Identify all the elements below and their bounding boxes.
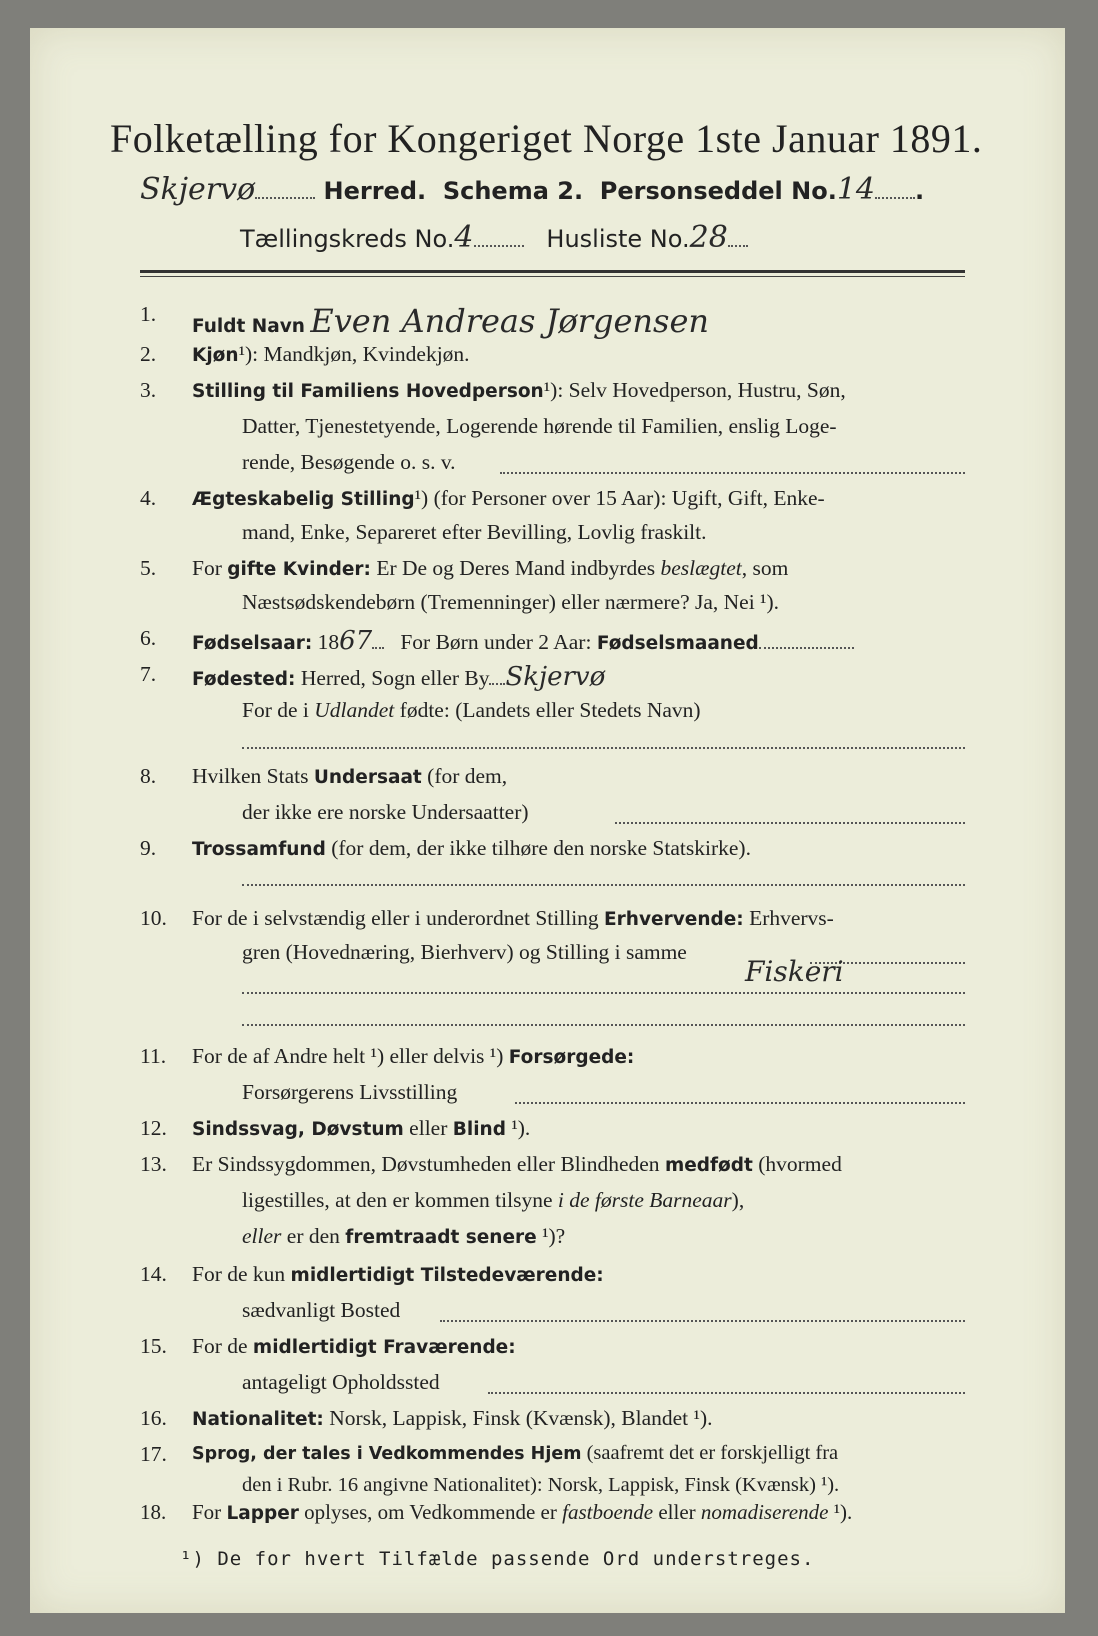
item-number: 1. <box>140 302 157 326</box>
item-number: 10. <box>140 906 167 930</box>
item-number: 11. <box>140 1044 167 1068</box>
item-number: 17. <box>140 1442 167 1466</box>
item-body <box>192 836 751 861</box>
footnote: ¹) De for hvert Tilfælde passende Ord understreges. <box>180 1548 815 1570</box>
dotted-fill <box>759 645 854 649</box>
item-label: Sprog, der tales i Vedkommendes Hjem <box>192 1444 582 1464</box>
item-text: rende, Besøgende o. s. v. <box>242 450 456 474</box>
herred-label: Herred. <box>323 177 427 205</box>
item-number: 4. <box>140 486 157 510</box>
item-label: Sindssvag, Døvstum <box>192 1119 404 1140</box>
item-label: Fødselsaar: <box>192 633 313 654</box>
item-text: For de <box>192 1334 253 1358</box>
item-label: Nationalitet: <box>192 1409 324 1430</box>
item-text: For de i <box>242 698 315 722</box>
item-body <box>192 556 788 581</box>
item-text: den i Rubr. 16 angivne Nationalitet): Norsk, Lappisk, Finsk (Kvænsk) ¹). <box>242 1474 840 1496</box>
item-label: Ægteskabelig Stilling <box>192 489 415 510</box>
item-text: ligestilles, at den er kommen tilsyne <box>242 1188 558 1212</box>
item-text: For <box>192 556 228 580</box>
dotted-fill <box>255 195 315 199</box>
dotted-fill <box>489 681 505 685</box>
item-body <box>192 626 854 656</box>
item-text: (for dem, der ikke tilhøre den norske Statskirke). <box>325 836 751 860</box>
dotted-fill <box>474 243 524 247</box>
item-body <box>192 1406 713 1431</box>
dotted-fill <box>488 1390 965 1394</box>
item-label: medfødt <box>664 1155 753 1176</box>
item-number: 2. <box>140 342 157 366</box>
item-text: Hvilken Stats <box>192 764 314 788</box>
item-text: fødte: (Landets eller Stedets Navn) <box>394 698 701 722</box>
dotted-fill <box>242 882 965 886</box>
item-text <box>242 1188 744 1213</box>
item-text: oplyses, om Vedkommende er <box>298 1500 563 1524</box>
item-label: Erhvervende: <box>604 909 744 930</box>
item-text: Erhvervs- <box>743 906 834 930</box>
item-text: For de af Andre helt ¹) eller delvis ¹) <box>192 1044 509 1068</box>
dotted-fill <box>372 645 384 649</box>
item-text: Forsørgerens Livsstilling <box>242 1080 458 1104</box>
item-number: 15. <box>140 1334 167 1358</box>
item-text: Næstsødskendebørn (Tremenninger) eller nærmere? Ja, Nei ¹). <box>242 590 780 614</box>
header-rule <box>140 270 965 273</box>
item-text: gren (Hovednæring, Bierhverv) og Stilling i samme <box>242 940 687 964</box>
item-text: 18 <box>317 630 340 654</box>
item-text: For <box>192 1500 227 1524</box>
item-text: eller <box>653 1500 701 1524</box>
item-text: ¹): Selv Hovedperson, Hustru, Søn, <box>543 378 846 402</box>
birth-year-value: 67 <box>339 626 373 656</box>
item-body <box>192 1152 842 1177</box>
item-body <box>192 1500 852 1525</box>
item-number: 14. <box>140 1262 167 1286</box>
item-body <box>192 1442 838 1465</box>
item-number: 3. <box>140 378 157 402</box>
item-text: Er De og Deres Mand indbyrdes <box>376 556 656 580</box>
item-number: 16. <box>140 1406 167 1430</box>
birthplace-value: Skjervø <box>505 662 606 692</box>
item-text: antageligt Opholdssted <box>242 1370 440 1394</box>
item-text: fastboende <box>562 1500 654 1524</box>
item-text: beslægtet <box>660 556 742 580</box>
item-text: For de kun <box>192 1262 291 1286</box>
dotted-fill <box>242 990 965 994</box>
item-text: Norsk, Lappisk, Finsk (Kvænsk), Blandet ¹). <box>323 1406 713 1430</box>
item-body <box>192 662 605 692</box>
item-text: Er Sindssygdommen, Døvstumheden eller Blindheden <box>192 1152 665 1176</box>
item-label: Fødselsmaaned <box>596 633 759 654</box>
item-text: ), <box>731 1188 745 1212</box>
item-text: Herred, Sogn eller By <box>300 666 490 690</box>
schema-label: Schema 2. <box>442 177 584 205</box>
dotted-fill <box>242 745 965 749</box>
occupation-value: Fiskeri <box>745 955 844 988</box>
item-text: ¹): Mandkjøn, Kvindekjøn. <box>238 342 470 366</box>
item-label: gifte Kvinder: <box>227 559 371 580</box>
item-body <box>192 378 846 403</box>
item-text: ¹)? <box>536 1224 566 1248</box>
item-label: Kjøn <box>192 345 239 366</box>
item-text: ¹). <box>505 1116 531 1140</box>
full-name-value: Even Andreas Jørgensen <box>310 302 709 340</box>
item-number: 6. <box>140 626 157 650</box>
item-label: Stilling til Familiens Hovedperson <box>192 381 544 402</box>
item-text: der ikke ere norske Undersaatter) <box>242 800 529 824</box>
dotted-fill <box>875 195 915 199</box>
item-number: 18. <box>140 1500 167 1524</box>
kreds-value: 4 <box>454 220 474 255</box>
item-text: ¹) (for Personer over 15 Aar): Ugift, Gift, Enke- <box>414 486 825 510</box>
item-text <box>242 1224 565 1249</box>
item-text: Datter, Tjenestetyende, Logerende hørende til Familien, enslig Loge- <box>242 414 837 438</box>
item-text: eller <box>242 1224 282 1248</box>
item-number: 13. <box>140 1152 167 1176</box>
dotted-fill <box>242 1022 965 1026</box>
item-number: 5. <box>140 556 157 580</box>
item-body <box>192 764 507 789</box>
item-text: For de i selvstændig eller i underordnet Stilling <box>192 906 605 930</box>
item-text: (saafremt det er forskjelligt fra <box>581 1442 839 1464</box>
item-body <box>192 342 470 367</box>
item-label: Fuldt Navn <box>192 316 305 337</box>
dotted-fill <box>440 1318 965 1322</box>
personseddel-label: Personseddel No. <box>599 177 837 205</box>
item-number: 7. <box>140 662 157 686</box>
item-text: Udlandet <box>314 698 395 722</box>
kreds-label: Tællingskreds No. <box>240 225 455 253</box>
item-label: Trossamfund <box>192 839 326 860</box>
item-text <box>242 698 701 723</box>
dotted-fill <box>728 243 748 247</box>
item-text: For Børn under 2 Aar: <box>400 630 592 654</box>
item-number: 12. <box>140 1116 167 1140</box>
header-line-1: Skjervø Herred. Schema 2. Personseddel No.14 . <box>140 172 925 207</box>
item-text: ¹). <box>828 1500 853 1524</box>
item-text: eller <box>403 1116 453 1140</box>
item-text: , som <box>741 556 789 580</box>
item-text: nomadiserende <box>700 1500 829 1524</box>
item-text: mand, Enke, Separeret efter Bevilling, Lovlig fraskilt. <box>242 520 707 544</box>
personseddel-value: 14 <box>836 172 876 207</box>
item-text: (hvormed <box>752 1152 842 1176</box>
item-body <box>192 1044 634 1069</box>
item-text: er den <box>281 1224 346 1248</box>
item-label: midlertidigt Fraværende: <box>252 1337 516 1358</box>
item-text: sædvanligt Bosted <box>242 1298 401 1322</box>
item-body <box>192 1334 516 1359</box>
husliste-value: 28 <box>689 220 728 255</box>
item-body <box>192 302 709 340</box>
dotted-fill <box>500 470 965 474</box>
item-body <box>192 1262 604 1287</box>
item-body <box>192 906 834 931</box>
item-label: Forsørgede: <box>508 1047 635 1068</box>
item-label: midlertidigt Tilstedeværende: <box>290 1265 604 1286</box>
item-text: (for dem, <box>421 764 508 788</box>
item-body <box>192 486 825 511</box>
item-number: 8. <box>140 764 157 788</box>
item-label: Undersaat <box>313 767 422 788</box>
item-label: Lapper <box>226 1503 299 1524</box>
item-number: 9. <box>140 836 157 860</box>
herred-value: Skjervø <box>140 172 256 207</box>
form-title: Folketælling for Kongeriget Norge 1ste Januar 1891. <box>110 116 983 161</box>
dotted-fill <box>615 820 965 824</box>
item-label: Blind <box>452 1119 506 1140</box>
item-label: Fødested: <box>192 669 296 690</box>
header-line-2 <box>240 220 748 255</box>
item-body <box>192 1116 530 1141</box>
item-text: i de første Barneaar <box>557 1188 732 1212</box>
dotted-fill <box>515 1100 965 1104</box>
header-rule-thin <box>140 276 965 277</box>
item-label: fremtraadt senere <box>345 1227 537 1248</box>
husliste-label: Husliste No. <box>546 225 690 253</box>
